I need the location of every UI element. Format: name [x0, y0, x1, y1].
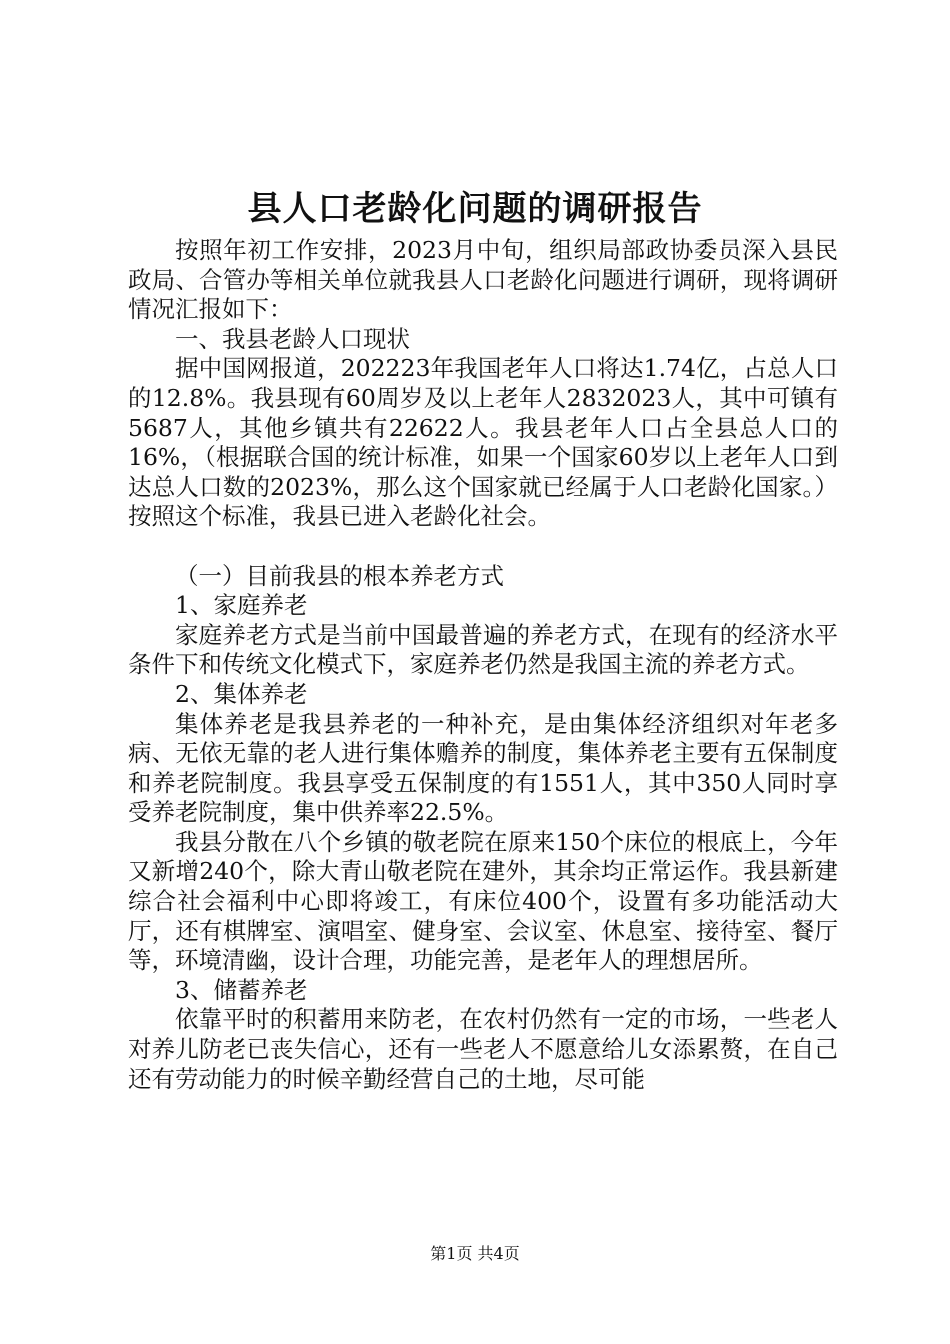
- subsection-heading: （一）目前我县的根本养老方式: [175, 561, 504, 590]
- intro-paragraph: 按照年初工作安排，2023月中旬，组织局部政协委员深入县民政局、合管办等相关单位就我县人口老龄化问题进行调研，现将调研情况汇报如下：: [128, 236, 838, 324]
- page-footer: 第1页 共4页: [430, 1244, 520, 1263]
- body-paragraph: 集体养老是我县养老的一种补充，是由集体经济组织对年老多病、无依无靠的老人进行集体赡养的制度，集体养老主要有五保制度和养老院制度。我县享受五保制度的有1551人，其中350人同时享受养老院制度，集中供养率22.5%。: [128, 709, 838, 827]
- document-body: [128, 236, 838, 1094]
- body-paragraph: 家庭养老方式是当前中国最普遍的养老方式，在现有的经济水平条件下和传统文化模式下，家庭养老仍然是我国主流的养老方式。: [128, 620, 838, 679]
- item-heading: 1、家庭养老: [175, 591, 308, 620]
- body-paragraph: 我县分散在八个乡镇的敬老院在原来150个床位的根底上，今年又新增240个，除大青山敬老院在建外，其余均正常运作。我县新建综合社会福利中心即将竣工，有床位400个，设置有多功能活动大厅，还有棋牌室、演唱室、健身室、会议室、休息室、接待室、餐厅等，环境清幽，设计合理，功能完善，是老年人的理想居所。: [128, 827, 838, 975]
- item-heading: 3、储蓄养老: [175, 975, 308, 1004]
- section-heading: 一、我县老龄人口现状: [175, 324, 410, 353]
- body-paragraph: 据中国网报道，202223年我国老年人口将达1.74亿，占总人口的12.8%。我县现有60周岁及以上老年人2832023人，其中可镇有5687人，其他乡镇共有22622人。我县老年人口占全县总人口的16%，（根据联合国的统计标准，如果一个国家60岁以上老年人口到达总人口数的2023%，那么这个国家就已经属于人口老龄化国家。）按照这个标准，我县已进入老龄化社会。: [128, 354, 838, 531]
- document-title: 县人口老龄化问题的调研报告: [247, 189, 703, 229]
- item-heading: 2、集体养老: [175, 679, 308, 708]
- body-paragraph: 依靠平时的积蓄用来防老，在农村仍然有一定的市场，一些老人对养儿防老已丧失信心，还有一些老人不愿意给儿女添累赘，在自己还有劳动能力的时候辛勤经营自己的土地，尽可能: [128, 1005, 838, 1093]
